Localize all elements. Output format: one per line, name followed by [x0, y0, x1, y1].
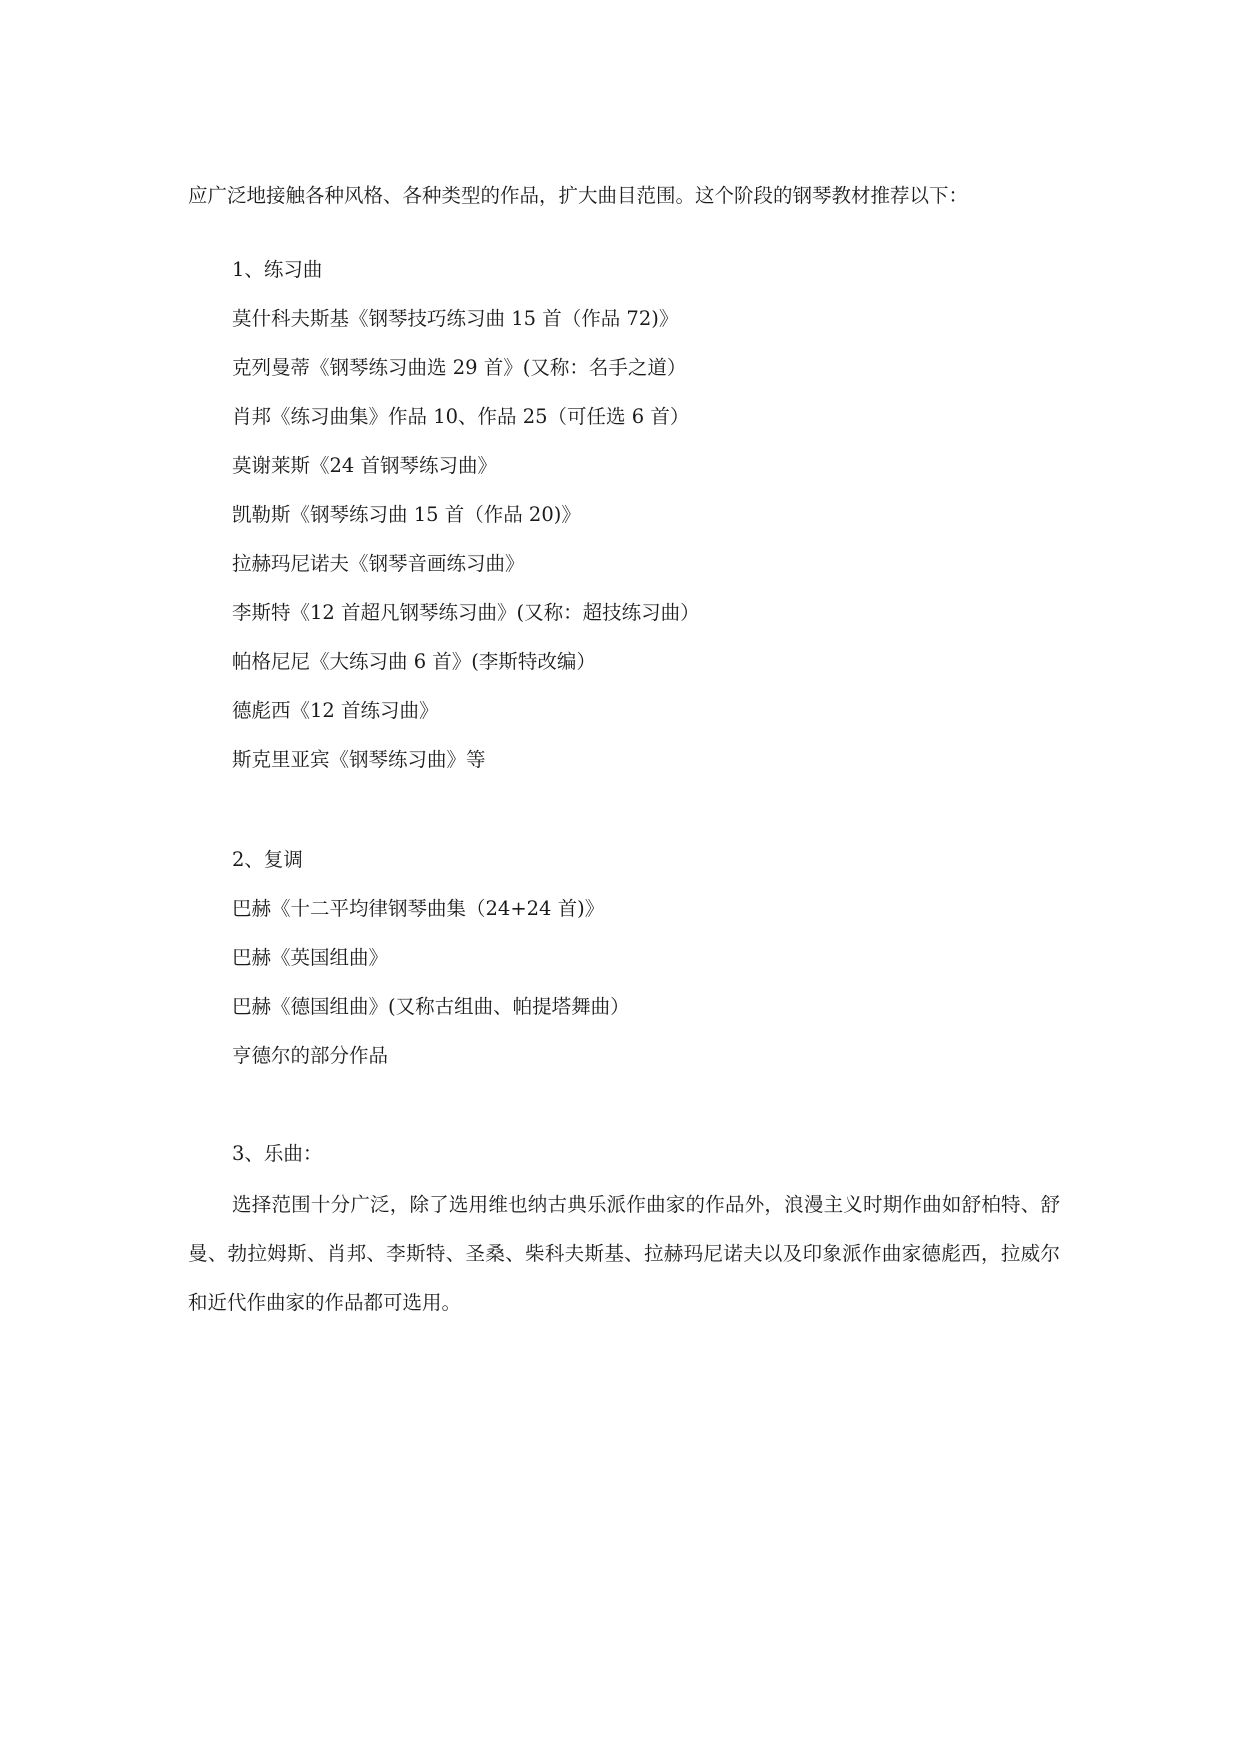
list-item: 莫什科夫斯基《钢琴技巧练习曲 15 首（作品 72)》: [232, 307, 679, 330]
list-item: 斯克里亚宾《钢琴练习曲》等: [232, 748, 486, 771]
list-item: 凯勒斯《钢琴练习曲 15 首（作品 20)》: [232, 503, 581, 526]
intro-paragraph: 应广泛地接触各种风格、各种类型的作品，扩大曲目范围。这个阶段的钢琴教材推荐以下：: [188, 183, 969, 207]
polyphony-list: [188, 893, 1068, 1072]
section-etudes: [188, 254, 1068, 793]
list-item: 拉赫玛尼诺夫《钢琴音画练习曲》: [232, 552, 525, 575]
list-item: 帕格尼尼《大练习曲 6 首》(李斯特改编）: [232, 650, 596, 673]
section-pieces: [188, 1138, 1068, 1327]
section-title-etudes: 1、练习曲: [232, 258, 323, 281]
list-item: 巴赫《英国组曲》: [232, 946, 389, 969]
etudes-list: [188, 303, 1068, 776]
list-item: 肖邦《练习曲集》作品 10、作品 25（可任选 6 首）: [232, 405, 690, 428]
list-item: 德彪西《12 首练习曲》: [232, 699, 439, 722]
list-item: 亨德尔的部分作品: [232, 1044, 389, 1067]
list-item: 莫谢莱斯《24 首钢琴练习曲》: [232, 454, 498, 477]
section-polyphony: [188, 844, 1068, 1089]
list-item: 巴赫《德国组曲》(又称古组曲、帕提塔舞曲）: [232, 995, 630, 1018]
pieces-paragraph: 选择范围十分广泛，除了选用维也纳古典乐派作曲家的作品外，浪漫主义时期作曲如舒柏特、舒曼、勃拉姆斯、肖邦、李斯特、圣桑、柴科夫斯基、拉赫玛尼诺夫以及印象派作曲家德彪西，拉威尔和近代作曲家的作品都可选用。: [188, 1193, 1060, 1314]
section-title-polyphony: 2、复调: [232, 848, 303, 871]
list-item: 克列曼蒂《钢琴练习曲选 29 首》(又称：名手之道）: [232, 356, 687, 379]
list-item: 巴赫《十二平均律钢琴曲集（24+24 首)》: [232, 897, 605, 920]
section-title-pieces: 3、乐曲：: [232, 1142, 323, 1165]
list-item: 李斯特《12 首超凡钢琴练习曲》(又称：超技练习曲）: [232, 601, 700, 624]
